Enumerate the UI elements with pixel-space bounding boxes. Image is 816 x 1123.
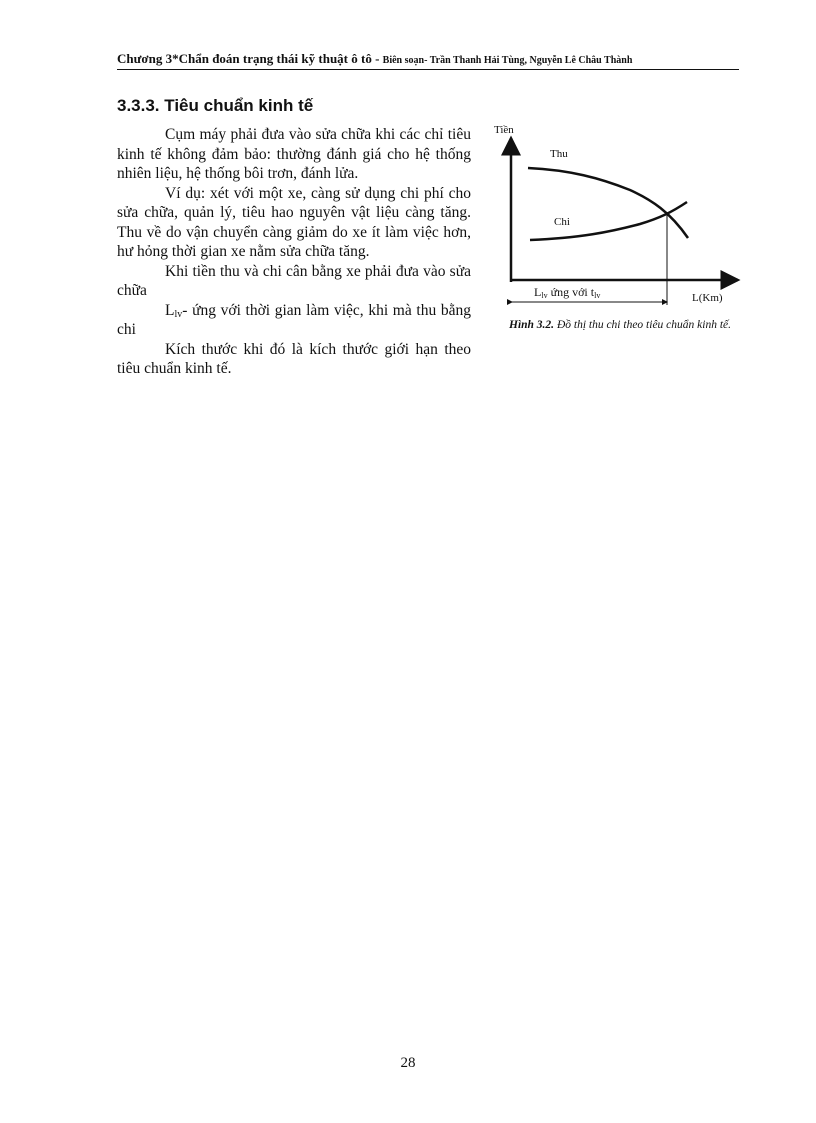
paragraph-3: Khi tiền thu và chi cân bằng xe phải đưa vào sửa chữa — [117, 262, 471, 299]
dimension-subscript-1: lv — [541, 291, 548, 300]
body-text — [117, 125, 471, 379]
caption-text: Đồ thị thu chi theo tiêu chuẩn kinh tế. — [554, 319, 731, 331]
paragraph-2: Ví dụ: xét với một xe, càng sử dụng chi phí cho sửa chữa, quản lý, tiêu hao nguyên vật liệu càng tăng. Thu về do vận chuyển càng giảm do xe ít làm việc hơn, hư hỏng thời gian xe nằm sửa chữa tăng. — [117, 184, 471, 260]
y-axis-label: Tiền — [494, 124, 514, 136]
paragraph-4-subscript: lv — [174, 308, 183, 320]
chi-label: Chi — [554, 216, 570, 228]
caption-number: Hình 3.2. — [509, 319, 555, 331]
figure-graph — [490, 120, 750, 320]
paragraph-1: Cụm máy phải đưa vào sửa chữa khi các chỉ tiêu kinh tế không đảm bảo: thường đánh giá cho hệ thống nhiên liệu, hệ thống bôi trơn, đánh lửa. — [117, 126, 471, 182]
thu-curve — [528, 168, 688, 238]
header-chapter: Chương 3*Chẩn đoán trạng thái kỹ thuật ô tô - — [117, 51, 383, 66]
header-authors: Biên soạn- Trần Thanh Hải Tùng, Nguyễn Lê Châu Thành — [382, 55, 633, 66]
paragraph-4-text: - ứng với thời gian làm việc, khi mà thu bằng chi — [117, 301, 471, 338]
page-number: 28 — [400, 1055, 416, 1071]
dimension-subscript-2: lv — [594, 291, 601, 300]
dimension-symbol: L — [534, 285, 542, 299]
figure-caption — [505, 318, 735, 333]
dimension-text: ứng với t — [547, 285, 595, 299]
thu-label: Thu — [550, 148, 568, 160]
x-axis-label: L(Km) — [692, 292, 723, 304]
paragraph-5: Kích thước khi đó là kích thước giới hạn theo tiêu chuẩn kinh tế. — [117, 340, 471, 377]
paragraph-4 — [117, 301, 471, 340]
section-title: 3.3.3. Tiêu chuẩn kinh tế — [117, 96, 314, 115]
dimension-label — [534, 285, 600, 300]
paragraph-4-symbol: L — [165, 301, 175, 319]
page-header — [117, 50, 739, 70]
